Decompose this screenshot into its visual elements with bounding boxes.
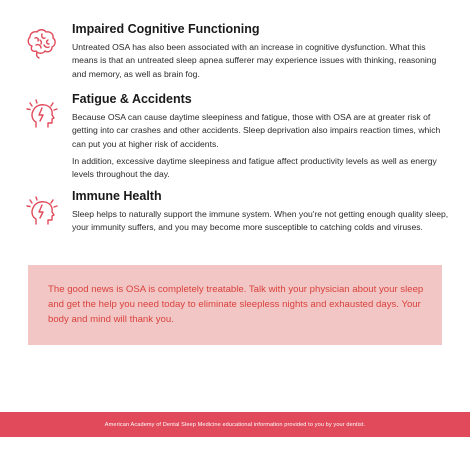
section-title: Immune Health [72,189,162,203]
callout-text: The good news is OSA is completely treatable. Talk with your physician about your sleep and get the help you need today to eliminate sleepless nights and exhausted days. Your body and mind will thank you. [48,284,424,325]
footer-banner [0,412,470,437]
brain-icon [24,26,60,62]
head-lightning-icon [24,193,60,229]
section-title: Impaired Cognitive Functioning [72,22,260,36]
section-paragraph: Because OSA can cause daytime sleepiness and fatigue, those with OSA are at greater risk of getting into car crashes and other accidents. Sleep deprivation also impairs reaction times, which can put you at higher risk of accidents. [72,112,441,149]
head-lightning-icon [24,96,60,132]
section-paragraph: Sleep helps to naturally support the immune system. When you're not getting enough quality sleep, your immunity suffers, and you may become more susceptible to catching colds and viruses. [72,209,449,233]
callout-box [28,265,442,345]
section-paragraph: In addition, excessive daytime sleepiness and fatigue affect productivity levels as well as energy levels throughout the day. [72,156,437,180]
section-paragraph: Untreated OSA has also been associated with an increase in cognitive dysfunction. What this means is that an untreated sleep apnea sufferer may experience issues with thinking, reasoning and memory, as well as brain fog. [72,42,437,79]
section-title: Fatigue & Accidents [72,92,192,106]
footer-text: American Academy of Dental Sleep Medicine educational information provided to you by your dentist. [104,421,366,428]
